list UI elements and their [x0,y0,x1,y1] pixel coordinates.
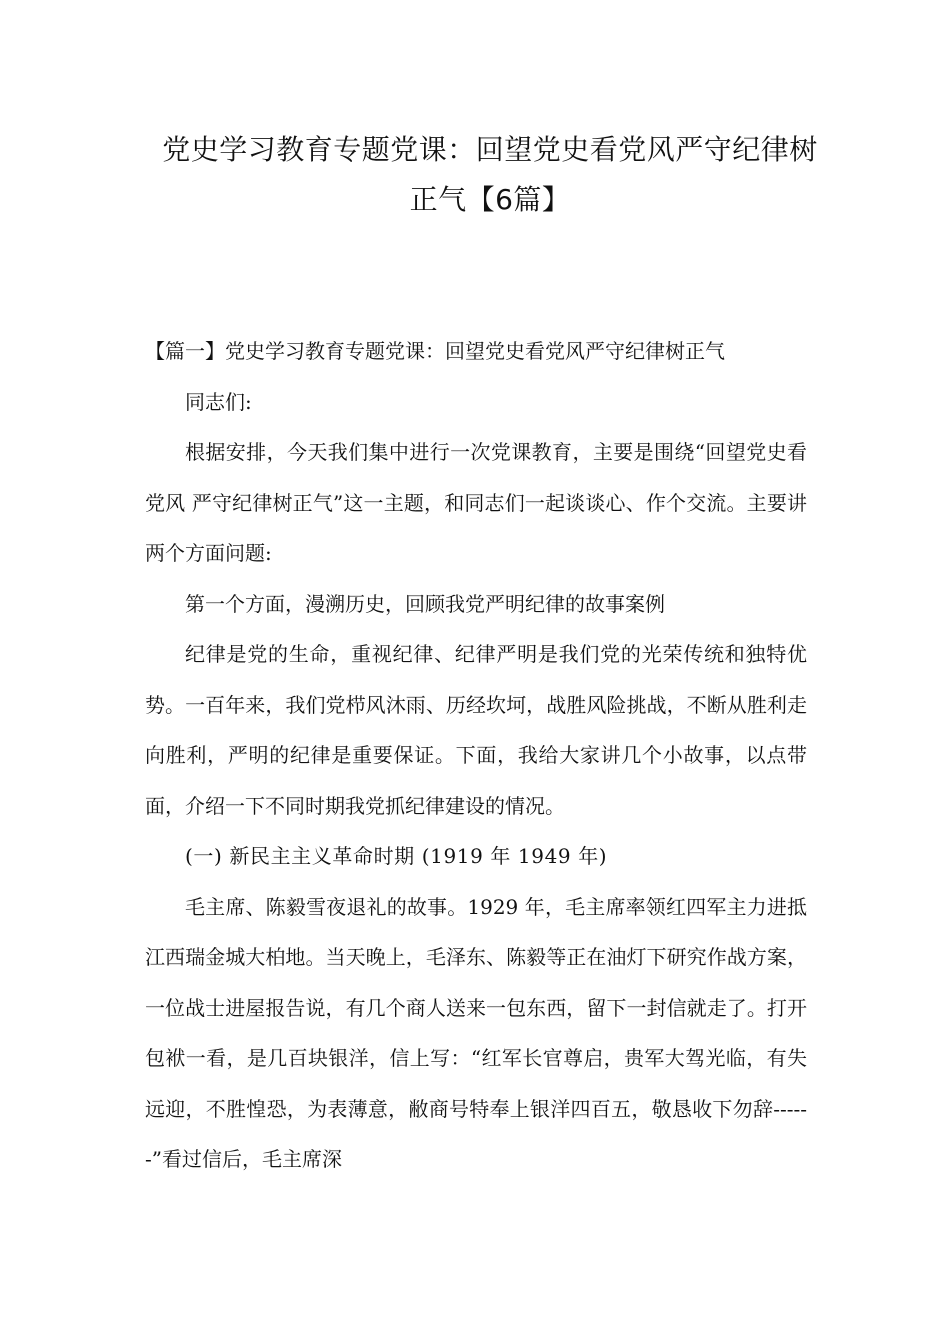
document-body [145,326,807,1185]
document-title-line-1: 党史学习教育专题党课：回望党史看党风严守纪律树 [162,133,818,166]
article-heading: 【篇一】党史学习教育专题党课：回望党史看党风严守纪律树正气 [145,339,725,363]
subsection-heading-1: (一) 新民主主义革命时期 (1919 年 1949 年) [185,844,608,868]
section-heading-1: 第一个方面，漫溯历史，回顾我党严明纪律的故事案例 [185,591,665,616]
paragraph-discipline: 纪律是党的生命，重视纪律、纪律严明是我们党的光荣传统和独特优势。一百年来，我们党栉风沐雨、历经坎坷，战胜风险挑战，不断从胜利走向胜利，严明的纪律是重要保证。下面，我给大家讲几个小故事，以点带面，介绍一下不同时期我党抓纪律建设的情况。 [145,642,807,818]
document-title-line-2: 正气【6篇】 [409,183,571,216]
paragraph-story: 毛主席、陈毅雪夜退礼的故事。1929 年，毛主席率领红四军主力进抵江西瑞金城大柏地。当天晚上，毛泽东、陈毅等正在油灯下研究作战方案，一位战士进屋报告说，有几个商人送来一包东西，留下一封信就走了。打开包袱一看，是几百块银洋，信上写：“红军长官尊启，贵军大驾光临，有失远迎，不胜惶恐，为表薄意，敝商号特奉上银洋四百五，敬恳收下勿辞------”看过信后，毛主席深 [145,894,807,1171]
salutation: 同志们: [185,389,252,414]
paragraph-intro: 根据安排，今天我们集中进行一次党课教育，主要是围绕“回望党史看党风 严守纪律树正气”这一主题，和同志们一起谈谈心、作个交流。主要讲两个方面问题: [145,440,807,565]
